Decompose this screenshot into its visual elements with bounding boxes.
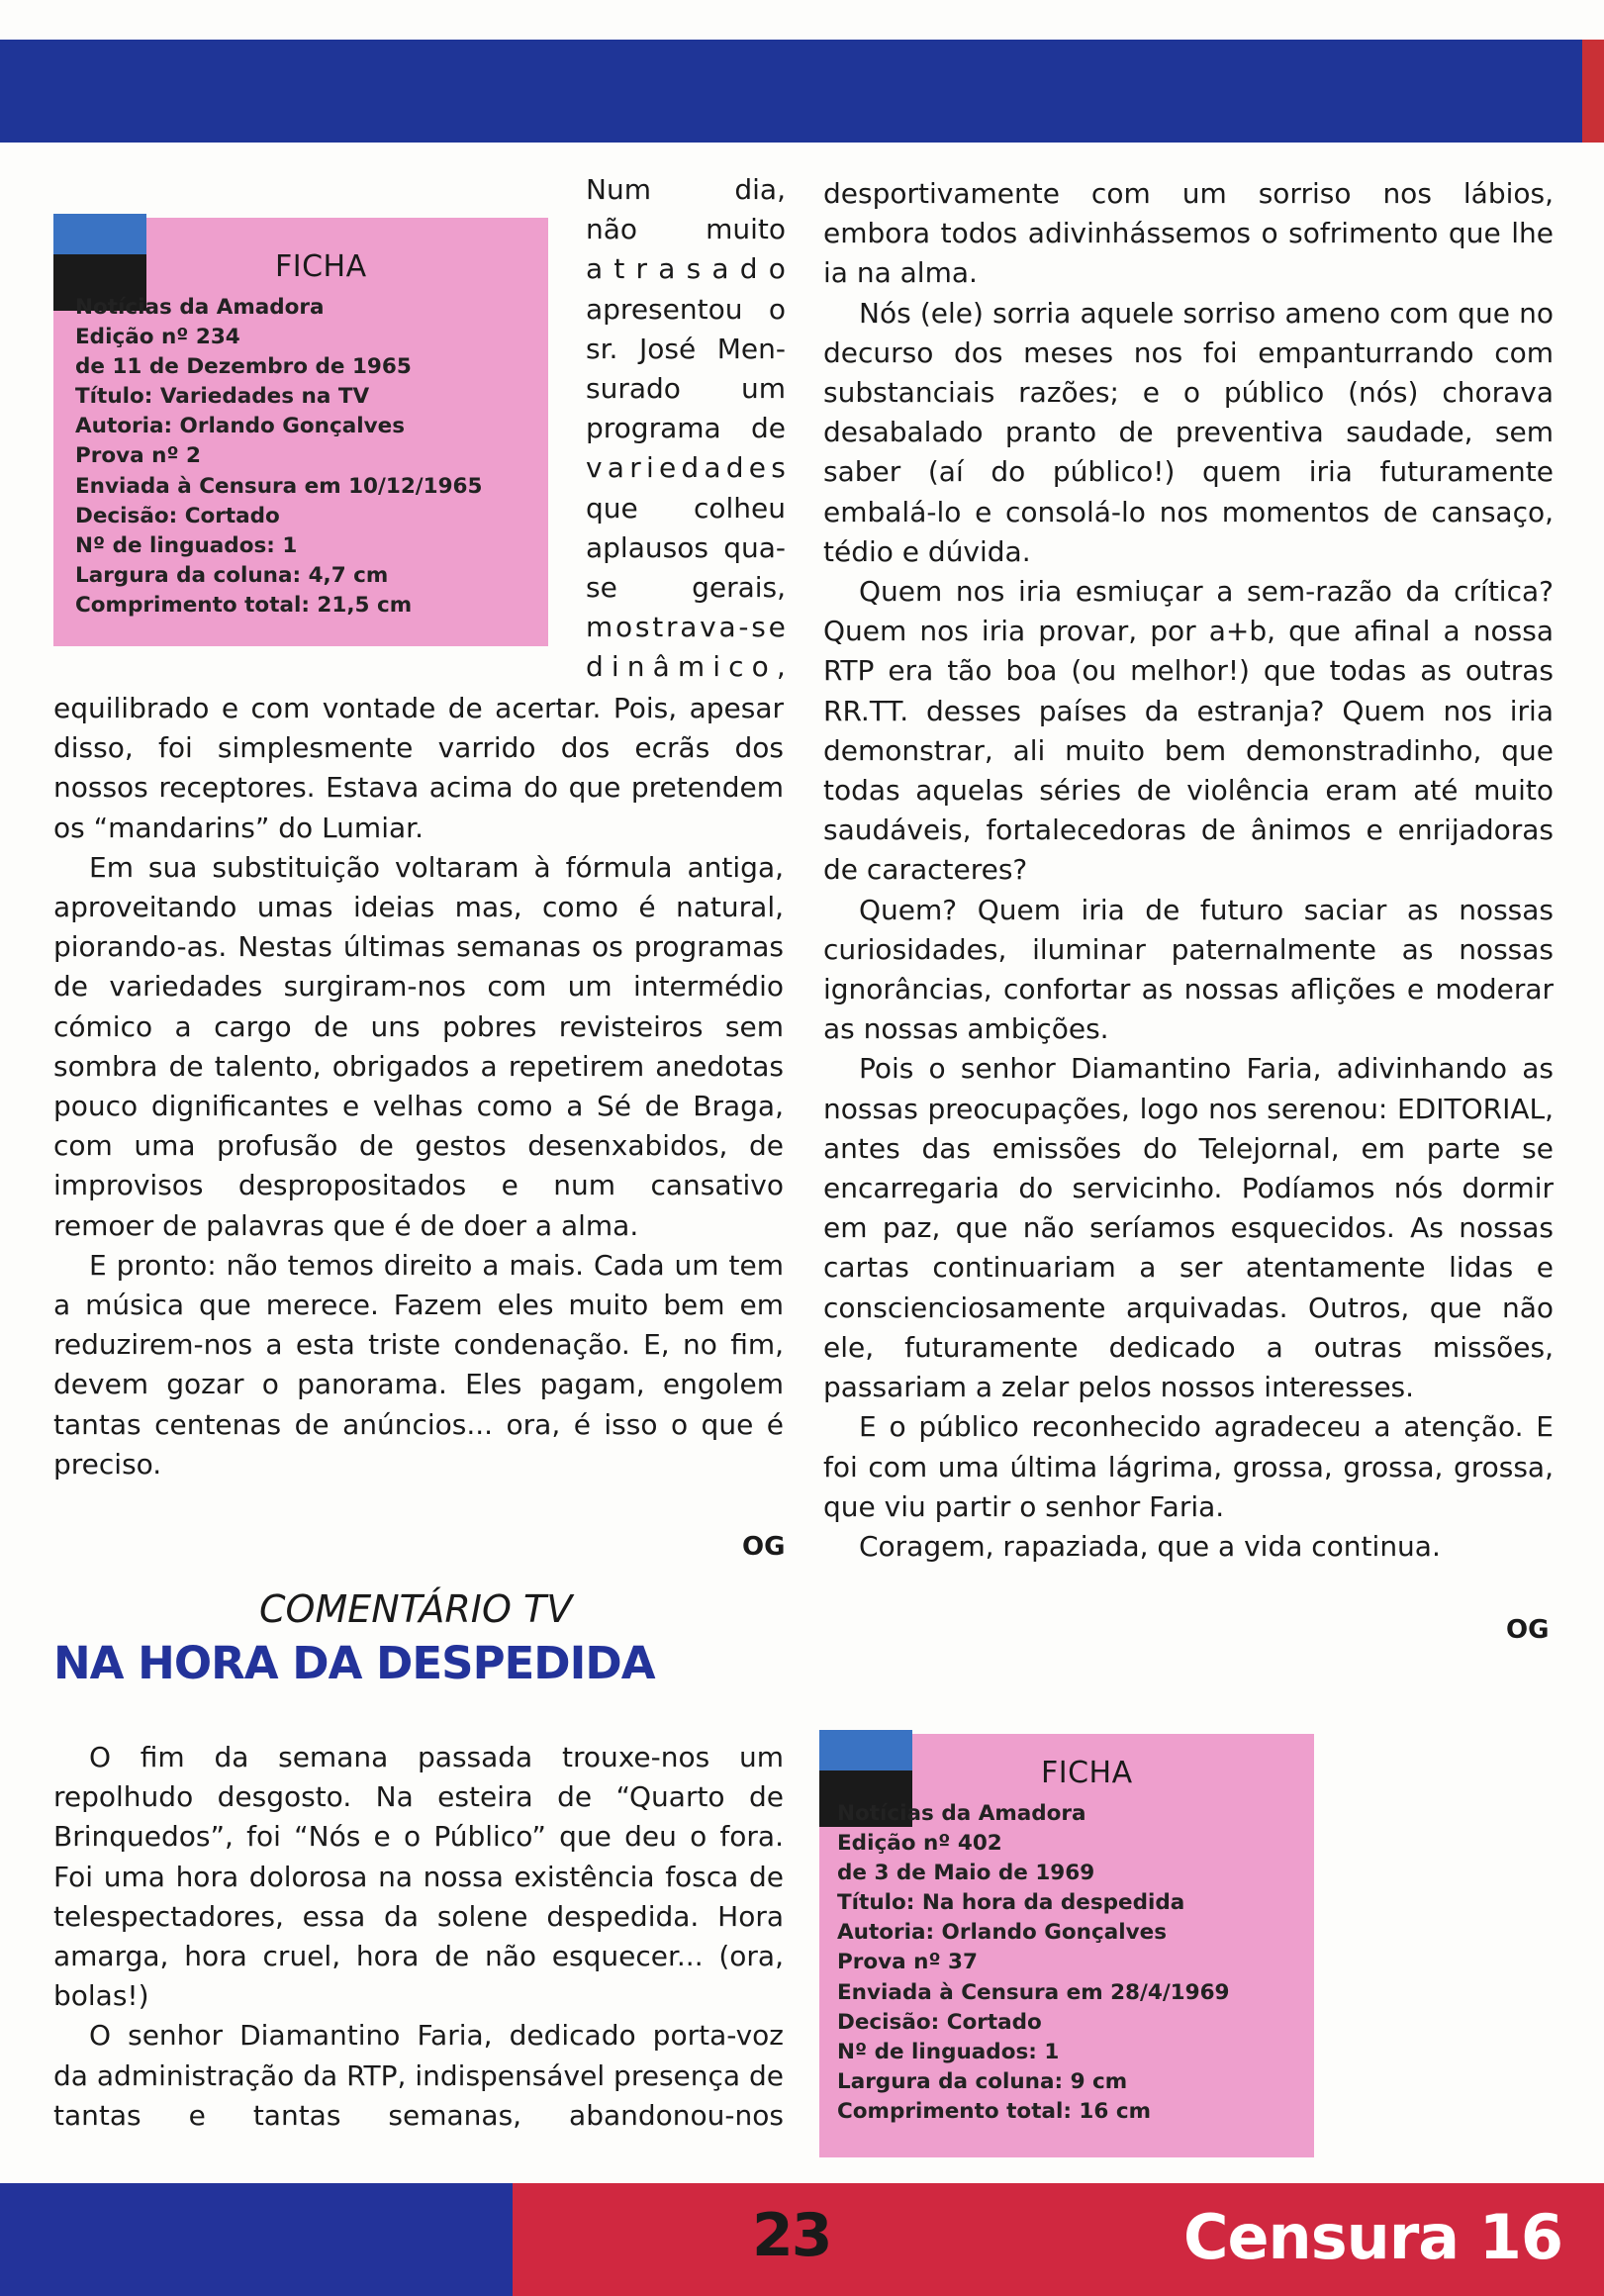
paragraph: Quem? Quem iria de futuro saciar as nossas curiosidades, iluminar paternalmente as nossas ignorâncias, confortar as nossas aflições e moderar as nossas ambições. bbox=[823, 893, 1554, 1046]
ficha-details-2 bbox=[837, 1799, 1230, 2127]
article1-body bbox=[53, 689, 784, 1484]
narrow-char: s bbox=[771, 451, 786, 485]
ficha-line: Comprimento total: 16 cm bbox=[837, 2098, 1151, 2124]
narrow-char: t bbox=[613, 252, 625, 286]
ficha-line: Autoria: Orlando Gonçalves bbox=[75, 414, 406, 439]
ficha-box-2 bbox=[819, 1734, 1314, 2157]
ficha-line: Largura da coluna: 9 cm bbox=[837, 2068, 1128, 2094]
narrow-char: i bbox=[712, 650, 721, 684]
paragraph: Coragem, rapaziada, que a vida continua. bbox=[859, 1529, 1441, 1563]
narrow-char: e bbox=[658, 451, 677, 485]
narrow-char: i bbox=[611, 650, 619, 684]
narrow-char: a bbox=[718, 611, 736, 644]
footer-band-blue bbox=[0, 2183, 513, 2296]
article2-left-column bbox=[53, 1738, 784, 2136]
article2-signature: OG bbox=[1506, 1615, 1550, 1645]
ficha-box-1 bbox=[53, 218, 548, 646]
narrow-char: e bbox=[768, 611, 786, 644]
ficha-line: Enviada à Censura em 10/12/1965 bbox=[75, 473, 483, 499]
narrow-char: , bbox=[776, 650, 786, 684]
narrow-line bbox=[586, 489, 786, 528]
paragraph: Pois o senhor Diamantino Faria, adivinhando as nossas preocupações, logo nos serenou: EDITORIAL, antes das emissões do Telejornal, em parte se encarregaria do servicinho. Podíamos nós dormir em paz, que não seríamos esquecidos. As nossas cartas continuariam a ser atentamente lidas e conscienciosamente arquivadas. Outros, que não ele, futuramente dedicado a outras missões, passariam a zelar pelos nossos interesses. bbox=[823, 1052, 1554, 1404]
narrow-word: programa bbox=[586, 412, 721, 445]
paragraph: desportivamente com um sorriso nos lábios, embora todos adivinhássemos o sofrimento que lhe ia na alma. bbox=[823, 177, 1554, 290]
narrow-char: c bbox=[728, 650, 744, 684]
narrow-char: s bbox=[751, 611, 766, 644]
narrow-word: José bbox=[639, 332, 697, 365]
narrow-line bbox=[586, 369, 786, 409]
narrow-word: de bbox=[751, 412, 786, 445]
narrow-char: â bbox=[652, 650, 670, 684]
narrow-char: r bbox=[629, 451, 641, 485]
ficha-line: Autoria: Orlando Gonçalves bbox=[837, 1920, 1168, 1946]
paragraph: Nós (ele) sorria aquele sorriso ameno com que no decurso dos meses nos foi empanturrando com substanciais razões; e o público (nós) chorava desabalado pranto de preventiva saudade, sem saber (aí do público!) quem iria futuramente embalá-lo e consolá-lo nos momentos de cansaço, tédio e dúvida. bbox=[823, 296, 1554, 568]
paragraph: E pronto: não temos direito a mais. Cada um tem a música que merece. Fazem eles muito bem em reduzirem-nos a esta triste condenação. E, no fim, devem gozar o panorama. Eles pagam, engolem tantas centenas de anúncios... ora, é isso o que é preciso. bbox=[53, 1248, 784, 1481]
narrow-char: o bbox=[615, 611, 633, 644]
narrow-char: d bbox=[681, 451, 700, 485]
narrow-word: que bbox=[586, 491, 638, 525]
narrow-word: sr. bbox=[586, 332, 618, 365]
top-banner bbox=[0, 40, 1604, 143]
narrow-char: v bbox=[700, 611, 716, 644]
ficha-line: de 3 de Maio de 1969 bbox=[837, 1861, 1095, 1886]
narrow-word: muito bbox=[706, 213, 786, 246]
magazine-title: Censura 16 bbox=[1183, 2201, 1563, 2273]
narrow-word: aplausos bbox=[586, 530, 708, 564]
narrow-char: e bbox=[748, 451, 767, 485]
narrow-line bbox=[586, 608, 786, 647]
ficha-line: Edição nº 234 bbox=[75, 325, 240, 350]
narrow-line bbox=[586, 290, 786, 330]
narrow-line bbox=[586, 568, 786, 608]
top-banner-edge bbox=[1582, 40, 1604, 143]
ficha-line: Decisão: Cortado bbox=[75, 503, 280, 528]
narrow-char: d bbox=[725, 451, 744, 485]
article1-signature: OG bbox=[742, 1532, 786, 1562]
paragraph: E o público reconhecido agradeceu a atenção. E foi com uma última lágrima, grossa, grossa, grossa, que viu partir o senhor Faria. bbox=[823, 1410, 1554, 1523]
ficha-line: Comprimento total: 21,5 cm bbox=[75, 592, 413, 618]
paragraph: O fim da semana passada trouxe-nos um repolhudo desgosto. Na esteira de “Quarto de Brinquedos”, foi “Nós e o Público” que deu o fora. Foi uma hora dolorosa na nossa existência fosca de telespectadores, essa da solene despedida. Hora amarga, hora cruel, hora de não esquecer... (ora, bolas!) bbox=[53, 1741, 784, 2013]
ficha-line: Notícias da Amadora bbox=[75, 295, 325, 320]
ficha-line: Largura da coluna: 4,7 cm bbox=[75, 562, 389, 588]
ficha-line: Título: Na hora da despedida bbox=[837, 1890, 1185, 1916]
narrow-char: a bbox=[680, 611, 698, 644]
article2-headline: NA HORA DA DESPEDIDA bbox=[53, 1637, 655, 1689]
narrow-word: Men- bbox=[716, 332, 786, 365]
article2-kicker: COMENTÁRIO TV bbox=[259, 1587, 573, 1631]
narrow-char: t bbox=[652, 611, 664, 644]
ficha-line: de 11 de Dezembro de 1965 bbox=[75, 354, 412, 380]
ficha-title-1: FICHA bbox=[275, 249, 367, 284]
narrow-char: m bbox=[586, 611, 613, 644]
narrow-word: surado bbox=[586, 372, 681, 406]
narrow-line bbox=[586, 528, 786, 568]
narrow-word: o bbox=[768, 292, 786, 326]
paragraph: equilibrado e com vontade de acertar. Pois, apesar disso, foi simplesmente varrido dos ecrãs dos nossos receptores. Estava acima do que pretendem os “mandarins” do Lumiar. bbox=[53, 692, 784, 844]
narrow-word: apresentou bbox=[586, 292, 743, 326]
narrow-line bbox=[586, 647, 786, 687]
ficha-line: Enviada à Censura em 28/4/1969 bbox=[837, 1979, 1230, 2005]
narrow-line bbox=[586, 409, 786, 448]
narrow-char: a bbox=[586, 252, 604, 286]
ficha-line: Edição nº 402 bbox=[837, 1831, 1002, 1857]
narrow-char: r bbox=[665, 611, 678, 644]
ficha-title-2: FICHA bbox=[1041, 1756, 1133, 1790]
paragraph: Quem nos iria esmiuçar a sem-razão da crítica? Quem nos iria provar, por a+b, que afinal a nossa RTP era tão boa (ou melhor!) que todas as outras RR.TT. desses países da estranja? Quem nos iria demonstrar, ali muito bem demonstradinho, que todas aquelas séries de violência eram até muito saudáveis, fortalecedoras de ânimos e enrijadoras de caracteres? bbox=[823, 575, 1554, 887]
narrow-char: - bbox=[738, 611, 749, 644]
paragraph: O senhor Diamantino Faria, dedicado porta-voz da administração da RTP, indispensável presença de tantas e tantas semanas, abandonou-nos bbox=[53, 2019, 784, 2132]
ficha-line: Prova nº 37 bbox=[837, 1950, 978, 1975]
narrow-line bbox=[586, 249, 786, 289]
narrow-char: a bbox=[658, 252, 676, 286]
ficha-line: Nº de linguados: 1 bbox=[837, 2039, 1060, 2064]
narrow-word: qua- bbox=[723, 530, 786, 564]
narrow-line bbox=[586, 170, 786, 210]
ficha-line: Notícias da Amadora bbox=[837, 1801, 1086, 1826]
narrow-char: n bbox=[626, 650, 645, 684]
paragraph: Em sua substituição voltaram à fórmula antiga, aproveitando umas ideias mas, como é natural, piorando-as. Nestas últimas semanas os programas de variedades surgiram-nos com um intermédio cómico a cargo de uns pobres revisteiros sem sombra de talento, obrigados a repetirem anedotas pouco dignificantes e velhas como a Sé de Braga, com uma profusão de gestos desenxabidos, de improvisos despropositados e num cansativo remoer de palavras que é de doer a alma. bbox=[53, 850, 784, 1242]
narrow-word: gerais, bbox=[692, 571, 786, 605]
narrow-word: se bbox=[586, 571, 617, 605]
article1-narrow-column bbox=[586, 170, 786, 688]
ficha-line: Título: Variedades na TV bbox=[75, 384, 370, 410]
narrow-char: o bbox=[751, 650, 769, 684]
narrow-char: a bbox=[711, 252, 729, 286]
page-number: 23 bbox=[752, 2201, 831, 2270]
narrow-word: dia, bbox=[734, 173, 786, 206]
narrow-word: um bbox=[740, 372, 786, 406]
narrow-word: Num bbox=[586, 173, 651, 206]
narrow-char: d bbox=[586, 650, 604, 684]
narrow-char: d bbox=[739, 252, 758, 286]
ficha-line: Prova nº 2 bbox=[75, 443, 202, 469]
article2-right-column bbox=[823, 174, 1554, 1567]
narrow-char: a bbox=[607, 451, 625, 485]
ficha-details-1 bbox=[75, 293, 482, 621]
narrow-char: a bbox=[704, 451, 721, 485]
narrow-word: colheu bbox=[693, 491, 786, 525]
narrow-line bbox=[586, 448, 786, 488]
narrow-char: v bbox=[586, 451, 603, 485]
narrow-word: não bbox=[586, 213, 638, 246]
narrow-char: o bbox=[768, 252, 786, 286]
narrow-line bbox=[586, 330, 786, 369]
ficha-line: Decisão: Cortado bbox=[837, 2009, 1042, 2035]
narrow-char: s bbox=[634, 611, 650, 644]
narrow-char: m bbox=[677, 650, 706, 684]
narrow-char: r bbox=[635, 252, 648, 286]
narrow-line bbox=[586, 210, 786, 249]
narrow-char: i bbox=[645, 451, 654, 485]
narrow-char: s bbox=[686, 252, 702, 286]
ficha-line: Nº de linguados: 1 bbox=[75, 532, 298, 558]
